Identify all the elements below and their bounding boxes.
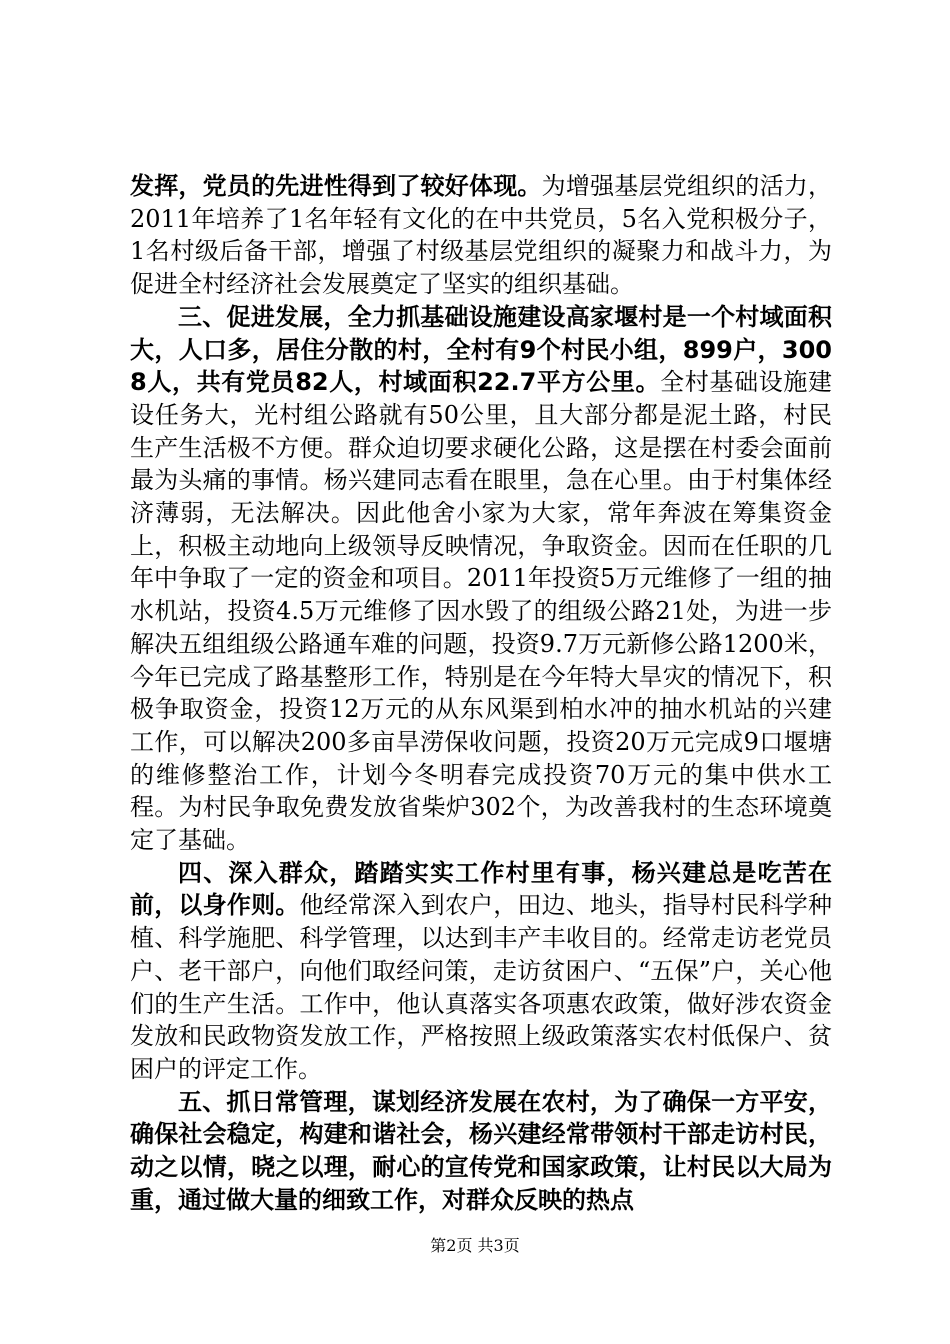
- paragraph-text: 他经常深入到农户，田边、地头，指导村民科学种植、科学施肥、科学管理，以达到丰产丰收目的。经常走访老党员户、老干部户，向他们取经问策，走访贫困户、“五保”户，关心他们的生产生活。工作中，他认真落实各项惠农政策，做好涉农资金发放和民政物资发放工作，严格按照上级政策落实农村低保户、贫困户的评定工作。: [130, 891, 832, 1083]
- paragraph-text: 为增强基层党组织的活力，2011年培养了1名年轻有文化的在中共党员，5名入党积极分子，1名村级后备干部，增强了村级基层党组织的凝聚力和战斗力，为促进全村经济社会发展奠定了坚实的组织基础。: [130, 172, 833, 299]
- paragraph-text: 全村基础设施建设任务大，光村组公路就有50公里，且大部分都是泥土路，村民生产生活极不方便。群众迫切要求硬化公路，这是摆在村委会面前最为头痛的事情。杨兴建同志看在眼里，急在心里。由于村集体经济薄弱，无法解决。因此他舍小家为大家，常年奔波在筹集资金上，积极主动地向上级领导反映情况，争取资金。因而在任职的几年中争取了一定的资金和项目。2011年投资5万元维修了一组的抽水机站，投资4.5万元维修了因水毁了的组级公路21处，为进一步解决五组组级公路通车难的问题，投资9.7万元新修公路1200米，今年已完成了路基整形工作，特别是在今年特大旱灾的情况下，积极争取资金，投资12万元的从东风渠到柏水冲的抽水机站的兴建工作，可以解决200多亩旱涝保收问题，投资20万元完成9口堰塘的维修整治工作，计划今冬明春完成投资70万元的集中供水工程。为村民争取免费发放省柴炉302个，为改善我村的生态环境奠定了基础。: [130, 368, 833, 855]
- paragraph-section-4: [130, 857, 832, 1086]
- paragraph-bold-lead: 三、促进发展，全力抓基础设施建设高家堰村是一个村域面积大，人口多，居住分散的村，全村有9个村民小组，899户，3008人，共有党员82人，村域面积22.7平方公里。: [130, 302, 832, 397]
- page-number-label: 第2页 共3页: [430, 1236, 520, 1255]
- paragraph-continuation: [130, 170, 832, 301]
- paragraph-bold-lead: 发挥，党员的先进性得到了较好体现。: [130, 172, 542, 200]
- paragraph-section-3: [130, 301, 832, 857]
- paragraph-bold-lead: 四、深入群众，踏踏实实工作村里有事，杨兴建总是吃苦在前，以身作则。: [130, 858, 832, 920]
- paragraph-section-5: [130, 1086, 832, 1217]
- paragraph-bold-lead: 五、抓日常管理，谋划经济发展在农村，为了确保一方平安，确保社会稳定，构建和谐社会，杨兴建经常带领村干部走访村民，动之以情，晓之以理，耐心的宣传党和国家政策，让村民以大局为重，通过做大量的细致工作，对群众反映的热点: [130, 1087, 832, 1214]
- page-footer: [0, 1236, 950, 1256]
- document-body: [130, 170, 832, 1217]
